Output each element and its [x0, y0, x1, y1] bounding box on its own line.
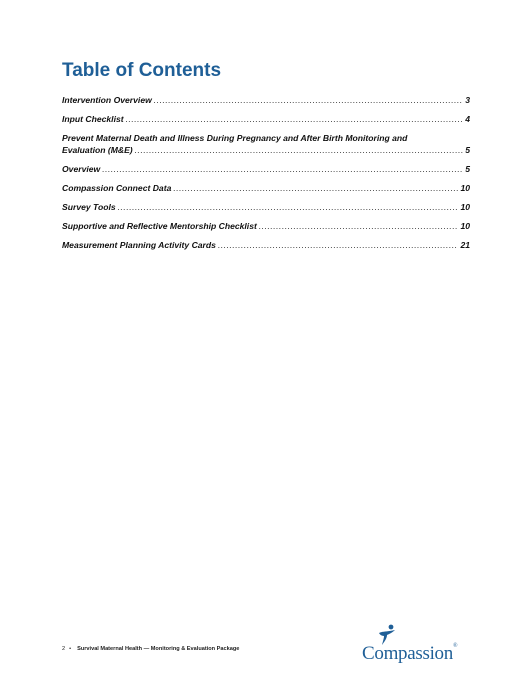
- toc-entry-label: Intervention Overview: [62, 95, 152, 105]
- compassion-logo: [362, 624, 466, 666]
- toc-entry-prevent-maternal-death[interactable]: [62, 132, 470, 156]
- toc-entry-label: Survey Tools: [62, 202, 116, 212]
- toc-entry-label: Evaluation (M&E): [62, 145, 133, 155]
- logo-wordmark: [362, 643, 457, 665]
- toc-page-number: 21: [460, 240, 470, 250]
- toc-page-number: 10: [460, 183, 470, 193]
- toc-leader-dots: [118, 201, 459, 213]
- toc-leader-dots: [259, 220, 459, 232]
- footer-page-number: 2: [62, 646, 66, 652]
- toc-leader-dots: [154, 94, 463, 106]
- toc-list: [62, 94, 470, 258]
- toc-leader-dots: [126, 113, 464, 125]
- toc-entry-overview[interactable]: [62, 163, 470, 175]
- logo-wordmark-text: Compassion: [362, 643, 453, 664]
- toc-entry-survey-tools[interactable]: [62, 201, 470, 213]
- toc-entry-label: Input Checklist: [62, 114, 124, 124]
- toc-leader-dots: [218, 239, 459, 251]
- footer-document-title: Survival Maternal Health — Monitoring & Evaluation Package: [77, 646, 240, 652]
- toc-entry-compassion-connect-data[interactable]: [62, 182, 470, 194]
- toc-entry-input-checklist[interactable]: [62, 113, 470, 125]
- toc-page-number: 5: [465, 145, 470, 155]
- footer-bullet: •: [69, 646, 72, 652]
- page-footer: [62, 646, 239, 652]
- logo-trademark: ®: [452, 643, 458, 649]
- toc-entry-label: Overview: [62, 164, 101, 174]
- toc-leader-dots: [135, 144, 464, 156]
- toc-page-number: 4: [465, 114, 470, 124]
- toc-page-number: 5: [465, 164, 470, 174]
- toc-entry-label: Supportive and Reflective Mentorship Checklist: [62, 221, 257, 231]
- toc-entry-label: Measurement Planning Activity Cards: [62, 240, 216, 250]
- toc-entry-activity-cards[interactable]: [62, 239, 470, 251]
- page-title: Table of Contents: [62, 60, 222, 81]
- toc-entry-mentorship-checklist[interactable]: [62, 220, 470, 232]
- toc-entry-line: [62, 144, 470, 156]
- toc-leader-dots: [173, 182, 458, 194]
- toc-entry-label: Compassion Connect Data: [62, 183, 172, 193]
- toc-page-number: 10: [460, 202, 470, 212]
- toc-entry-label: Prevent Maternal Death and Illness During Pregnancy and After Birth Monitoring and: [62, 133, 408, 143]
- toc-entry-intervention-overview[interactable]: [62, 94, 470, 106]
- toc-leader-dots: [102, 163, 463, 175]
- toc-page-number: 3: [465, 95, 470, 105]
- toc-page-number: 10: [460, 221, 470, 231]
